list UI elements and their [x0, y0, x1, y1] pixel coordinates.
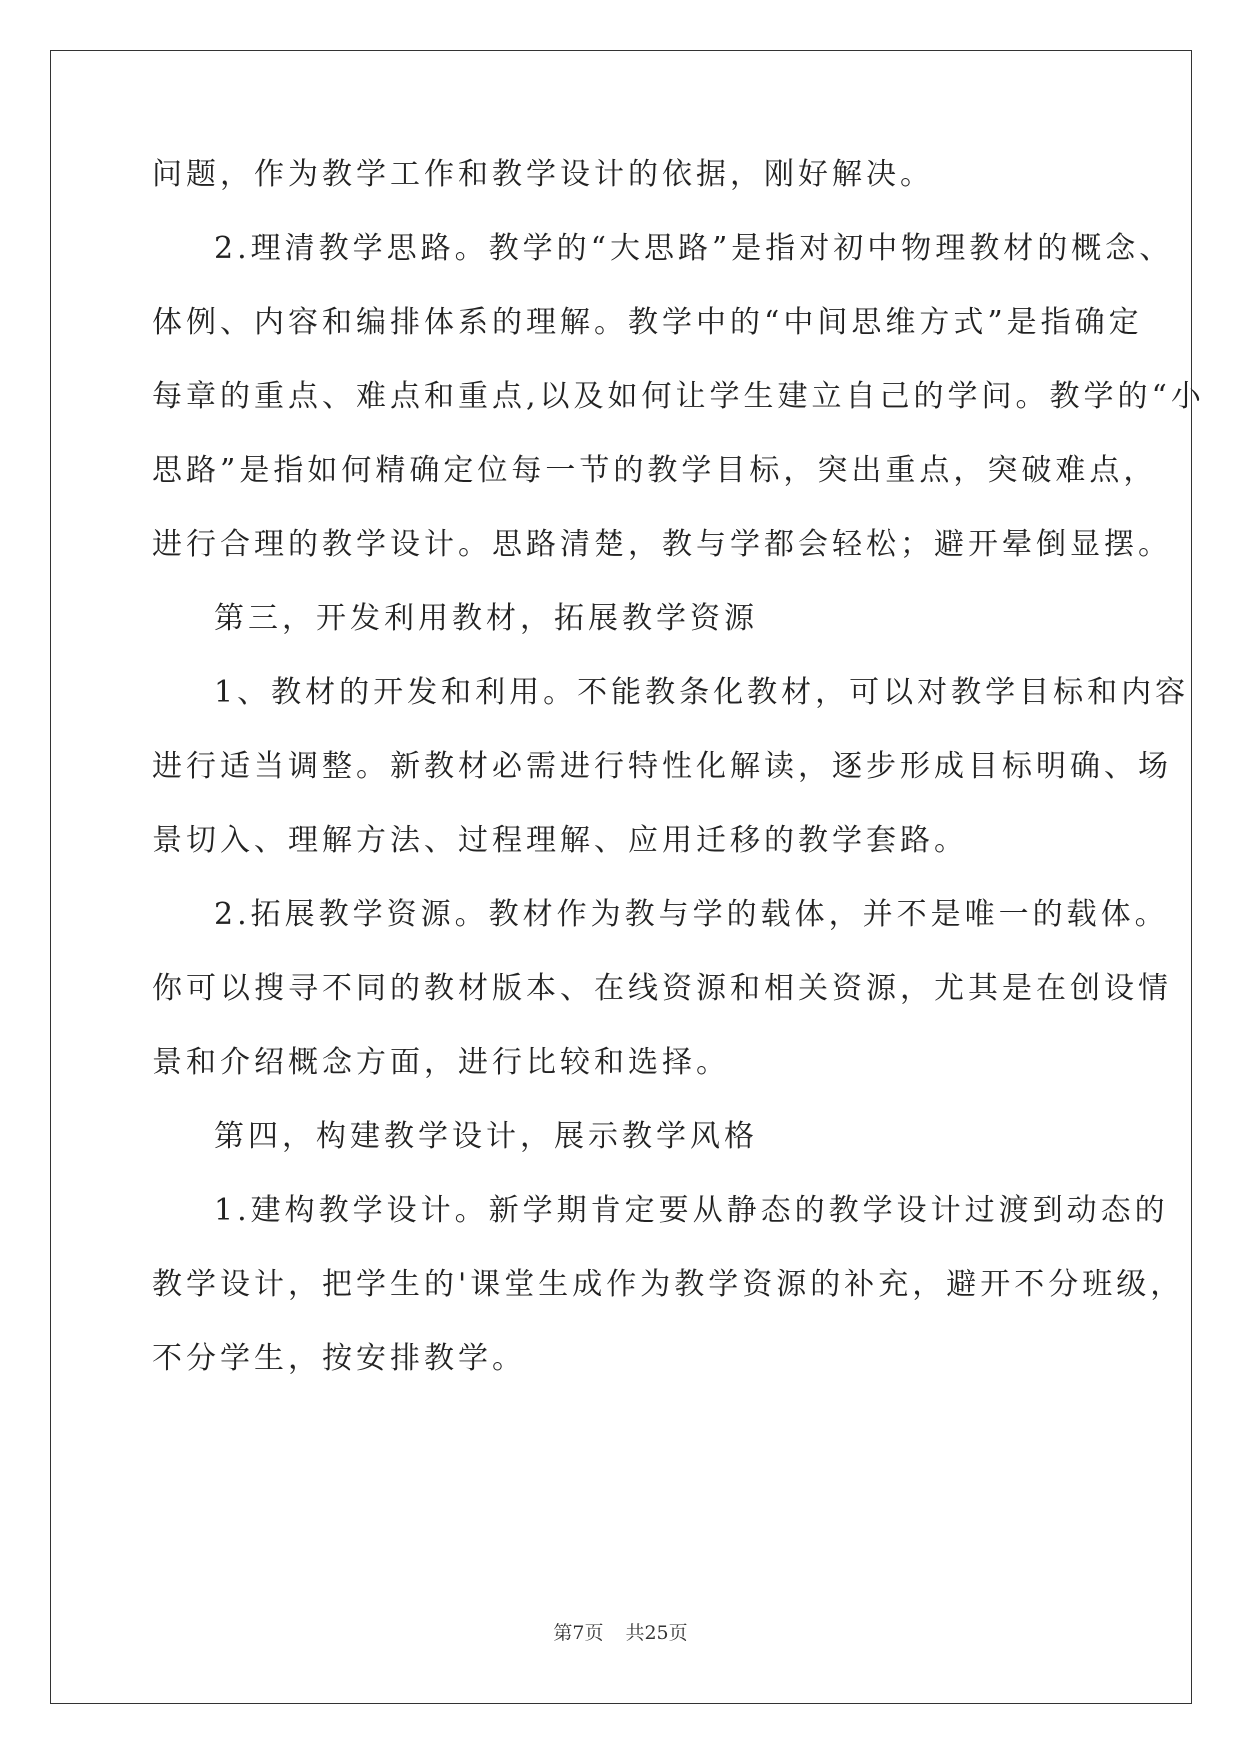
page-total: 共25页 [625, 1622, 688, 1644]
text-line: 每章的重点、难点和重点,以及如何让学生建立自己的学问。教学的“小 [152, 379, 1205, 414]
text-line: 问题，作为教学工作和教学设计的依据，刚好解决。 [152, 157, 934, 192]
text-line: 教学设计，把学生的'课堂生成作为教学资源的补充，避开不分班级， [152, 1267, 1185, 1302]
page-footer [0, 1618, 1241, 1645]
text-line: 2.理清教学思路。教学的“大思路”是指对初中物理教材的概念、 [214, 231, 1174, 266]
page-number: 第7页 [553, 1622, 604, 1644]
text-line: 2.拓展教学资源。教材作为教与学的载体，并不是唯一的载体。 [214, 897, 1169, 932]
text-line: 景和介绍概念方面，进行比较和选择。 [152, 1045, 730, 1080]
text-line: 1、教材的开发和利用。不能教条化教材，可以对教学目标和内容 [214, 675, 1190, 710]
text-line: 你可以搜寻不同的教材版本、在线资源和相关资源，尤其是在创设情 [152, 971, 1172, 1006]
text-line: 进行适当调整。新教材必需进行特性化解读，逐步形成目标明确、场 [152, 749, 1172, 784]
section-heading: 第四，构建教学设计，展示教学风格 [214, 1119, 758, 1154]
text-line: 思路”是指如何精确定位每一节的教学目标，突出重点，突破难点， [152, 453, 1158, 488]
text-line: 景切入、理解方法、过程理解、应用迁移的教学套路。 [152, 823, 968, 858]
text-line: 进行合理的教学设计。思路清楚，教与学都会轻松；避开晕倒显摆。 [152, 527, 1172, 562]
text-line: 体例、内容和编排体系的理解。教学中的“中间思维方式”是指确定 [152, 305, 1143, 340]
text-line: 1.建构教学设计。新学期肯定要从静态的教学设计过渡到动态的 [214, 1193, 1169, 1228]
section-heading: 第三，开发利用教材，拓展教学资源 [214, 601, 758, 636]
text-line: 不分学生，按安排教学。 [152, 1341, 526, 1376]
